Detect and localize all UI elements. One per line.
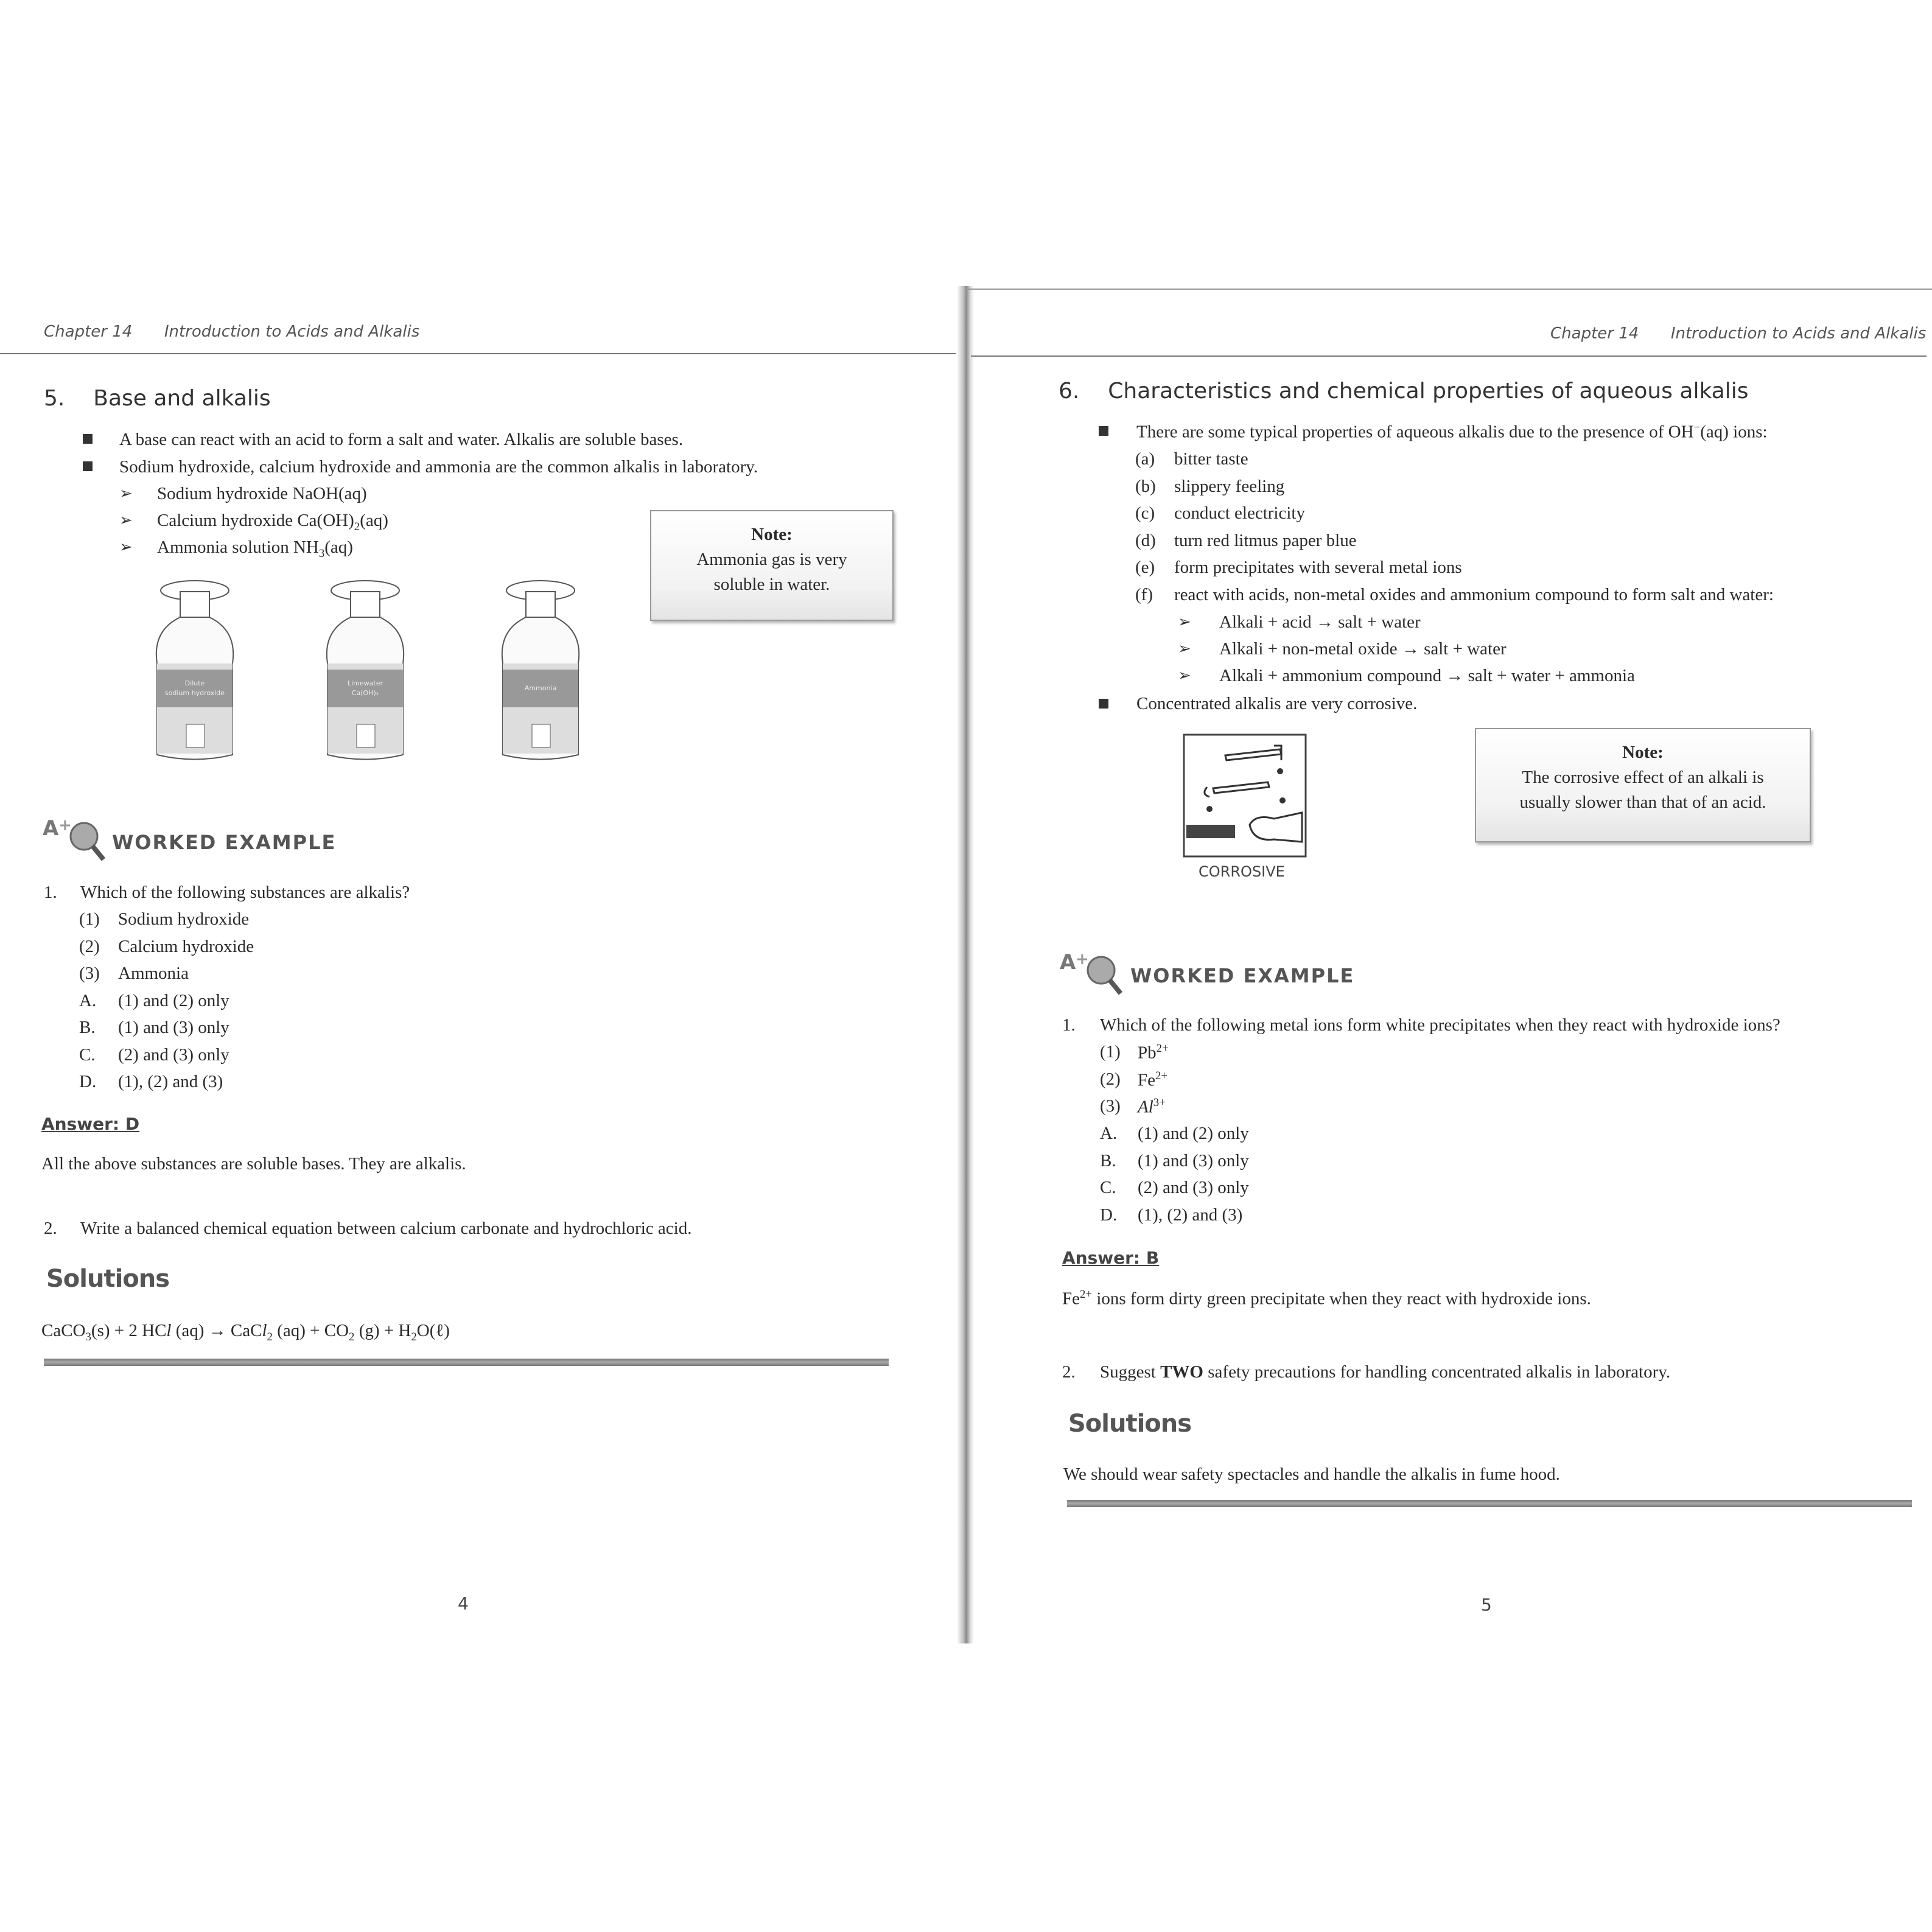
bottle-label: Ammonia bbox=[524, 684, 557, 692]
worked-example-title: WORKED EXAMPLE bbox=[1130, 964, 1355, 987]
property-text: form precipitates with several metal ions bbox=[1174, 558, 1462, 577]
chapter-number: Chapter 14 bbox=[44, 323, 133, 341]
chapter-number: Chapter 14 bbox=[1550, 324, 1639, 343]
bullet-text: Sodium hydroxide, calcium hydroxide and ammonia are the common alkalis in laboratory. bbox=[119, 457, 758, 477]
property-label: (a) bbox=[1135, 449, 1155, 469]
section-heading bbox=[44, 386, 271, 411]
option-label: D. bbox=[1100, 1205, 1118, 1225]
option-label: B. bbox=[1100, 1150, 1116, 1171]
question-text: Suggest TWO safety precautions for handling concentrated alkalis in laboratory. bbox=[1100, 1362, 1671, 1382]
ion-formula: $Al^{3+}$ bbox=[1138, 1096, 1166, 1117]
bullet-marker bbox=[83, 461, 93, 471]
option-text: (1), (2) and (3) bbox=[118, 1072, 223, 1091]
reaction-item: Alkali + acid → salt + water bbox=[1219, 612, 1421, 632]
corrosive-hazard-icon bbox=[1183, 733, 1307, 860]
bottle bbox=[327, 581, 404, 760]
property-text: slippery feeling bbox=[1174, 476, 1285, 496]
bullet-text: A base can react with an acid to form a salt and water. Alkalis are soluble bases. bbox=[119, 430, 684, 449]
question-number: 1. bbox=[44, 883, 57, 902]
reaction-item: Alkali + ammonium compound → salt + water + ammonia bbox=[1219, 666, 1635, 685]
ion-formula: $Fe^{2+}$ bbox=[1138, 1069, 1168, 1090]
arrow-bullet-icon: ➢ bbox=[1178, 613, 1191, 631]
section-divider bbox=[1067, 1500, 1912, 1507]
reagent-bottles-illustration bbox=[146, 578, 633, 767]
ion-formula: $Pb^{2+}$ bbox=[1138, 1042, 1169, 1063]
property-text: bitter taste bbox=[1174, 449, 1248, 469]
bottle-label: Ca(OH)₂ bbox=[351, 689, 379, 697]
worked-example-icon bbox=[40, 810, 107, 864]
bullet-text: There are some typical properties of aqueous alkalis due to the presence of OH−(aq) ions: bbox=[1136, 421, 1768, 442]
option-text: (1) and (3) only bbox=[118, 1018, 229, 1037]
note-line: soluble in water. bbox=[713, 575, 830, 594]
solution-text: We should wear safety spectacles and handle the alkalis in fume hood. bbox=[1063, 1465, 1560, 1484]
bullet-marker bbox=[1099, 699, 1108, 709]
option-label: A. bbox=[79, 990, 97, 1010]
option-label: A. bbox=[1100, 1124, 1118, 1143]
option-text: (1) and (2) only bbox=[1138, 1124, 1249, 1143]
option-text: (2) and (3) only bbox=[1138, 1178, 1249, 1197]
chapter-title: Introduction to Acids and Alkalis bbox=[164, 323, 420, 341]
svg-text:+: + bbox=[1076, 950, 1089, 968]
question-number: 1. bbox=[1062, 1015, 1076, 1035]
option-text: (2) and (3) only bbox=[118, 1045, 229, 1065]
section-divider bbox=[44, 1359, 889, 1366]
chapter-title: Introduction to Acids and Alkalis bbox=[1670, 324, 1927, 343]
answer-label: Answer: D bbox=[41, 1114, 140, 1134]
bottle-label: Limewater bbox=[347, 679, 383, 687]
section-heading bbox=[1059, 379, 1748, 404]
arrow-bullet-icon: ➢ bbox=[119, 538, 133, 556]
arrow-bullet-icon: ➢ bbox=[1178, 640, 1191, 658]
question-text: Which of the following substances are alkalis? bbox=[80, 883, 410, 902]
note-line: Ammonia gas is very bbox=[696, 550, 847, 569]
worked-example-title: WORKED EXAMPLE bbox=[112, 831, 337, 854]
right-page bbox=[965, 0, 1932, 1932]
option-label: C. bbox=[79, 1045, 96, 1065]
section-title: Base and alkalis bbox=[93, 386, 271, 411]
ion-label: (1) bbox=[1100, 1042, 1121, 1062]
bullet-marker bbox=[83, 434, 93, 444]
bottle bbox=[502, 581, 579, 760]
chemical-equation: CaCO$_3$(s) + 2 HCl (aq) → CaCl$_2$ $(aq) + CO_2$ $(g) + H_2O(\ell)$ bbox=[41, 1321, 450, 1343]
note-box bbox=[650, 510, 894, 621]
option-text: (1) and (3) only bbox=[1138, 1150, 1249, 1171]
note-box bbox=[1475, 728, 1811, 842]
property-label: (b) bbox=[1135, 476, 1156, 496]
option-text: Ammonia bbox=[118, 964, 189, 983]
question-number: 2. bbox=[44, 1219, 57, 1238]
hazard-label: CORROSIVE bbox=[1199, 863, 1285, 880]
solutions-label: Solutions bbox=[46, 1265, 170, 1293]
reaction-item: Alkali + non-metal oxide → salt + water bbox=[1219, 639, 1507, 659]
property-label: (f) bbox=[1135, 584, 1153, 604]
option-text: Calcium hydroxide bbox=[118, 936, 254, 956]
option-text: (1) and (2) only bbox=[118, 990, 229, 1010]
sub-item: Sodium hydroxide NaOH(aq) bbox=[157, 484, 367, 503]
option-label: D. bbox=[79, 1072, 97, 1091]
option-label: C. bbox=[1100, 1178, 1116, 1197]
option-label: B. bbox=[79, 1018, 96, 1037]
page-edge-rule bbox=[965, 289, 1932, 290]
arrow-bullet-icon: ➢ bbox=[119, 485, 133, 503]
property-text: turn red litmus paper blue bbox=[1174, 530, 1357, 550]
ion-label: (2) bbox=[1100, 1069, 1121, 1089]
bullet-marker bbox=[1099, 426, 1108, 436]
chapter-header bbox=[44, 323, 419, 341]
note-line: usually slower than that of an acid. bbox=[1519, 793, 1766, 812]
sub-item: Ammonia solution $NH_3(aq)$ bbox=[157, 537, 353, 560]
header-rule bbox=[0, 353, 956, 354]
solutions-label: Solutions bbox=[1068, 1410, 1192, 1438]
note-title: Note: bbox=[1622, 743, 1664, 762]
section-title: Characteristics and chemical properties of aqueous alkalis bbox=[1108, 379, 1749, 404]
bullet-text: Concentrated alkalis are very corrosive. bbox=[1136, 694, 1418, 713]
svg-text:A: A bbox=[43, 816, 59, 841]
question-text: Which of the following metal ions form white precipitates when they react with hydroxide ions? bbox=[1100, 1015, 1780, 1035]
option-label: (2) bbox=[79, 936, 100, 956]
property-text: react with acids, non-metal oxides and ammonium compound to form salt and water: bbox=[1174, 584, 1774, 604]
note-title: Note: bbox=[751, 525, 793, 544]
option-label: (3) bbox=[79, 964, 100, 983]
answer-explanation: All the above substances are soluble bases. They are alkalis. bbox=[41, 1154, 466, 1174]
property-text: conduct electricity bbox=[1174, 503, 1305, 523]
svg-text:A: A bbox=[1060, 950, 1076, 975]
header-rule bbox=[971, 355, 1927, 357]
property-label: (c) bbox=[1135, 503, 1155, 523]
worked-example-icon bbox=[1057, 943, 1124, 998]
arrow-bullet-icon: ➢ bbox=[1178, 667, 1191, 685]
bottle-label: Dilute bbox=[184, 679, 205, 687]
property-label: (e) bbox=[1135, 558, 1155, 577]
note-line: The corrosive effect of an alkali is bbox=[1522, 768, 1764, 787]
left-page bbox=[0, 0, 965, 1932]
option-text: (1), (2) and (3) bbox=[1138, 1205, 1243, 1225]
property-label: (d) bbox=[1135, 530, 1156, 550]
page-number: 4 bbox=[458, 1594, 469, 1614]
section-number: 5. bbox=[44, 386, 65, 411]
chapter-header bbox=[1550, 324, 1926, 343]
sub-item: Calcium hydroxide $Ca(OH)_2(aq)$ bbox=[157, 511, 388, 533]
answer-label: Answer: B bbox=[1062, 1248, 1160, 1268]
bottle-label: sodium hydroxide bbox=[164, 689, 225, 697]
answer-explanation: $Fe^{2+}$ ions form dirty green precipitate when they react with hydroxide ions. bbox=[1062, 1288, 1591, 1309]
arrow-bullet-icon: ➢ bbox=[119, 511, 133, 530]
question-number: 2. bbox=[1062, 1362, 1076, 1382]
section-number: 6. bbox=[1059, 379, 1080, 404]
ion-label: (3) bbox=[1100, 1096, 1121, 1116]
option-text: Sodium hydroxide bbox=[118, 909, 250, 929]
svg-text:+: + bbox=[58, 816, 72, 835]
option-label: (1) bbox=[79, 909, 100, 929]
bottle bbox=[156, 581, 233, 760]
page-number: 5 bbox=[1481, 1595, 1492, 1615]
question-text: Write a balanced chemical equation between calcium carbonate and hydrochloric acid. bbox=[80, 1219, 692, 1238]
